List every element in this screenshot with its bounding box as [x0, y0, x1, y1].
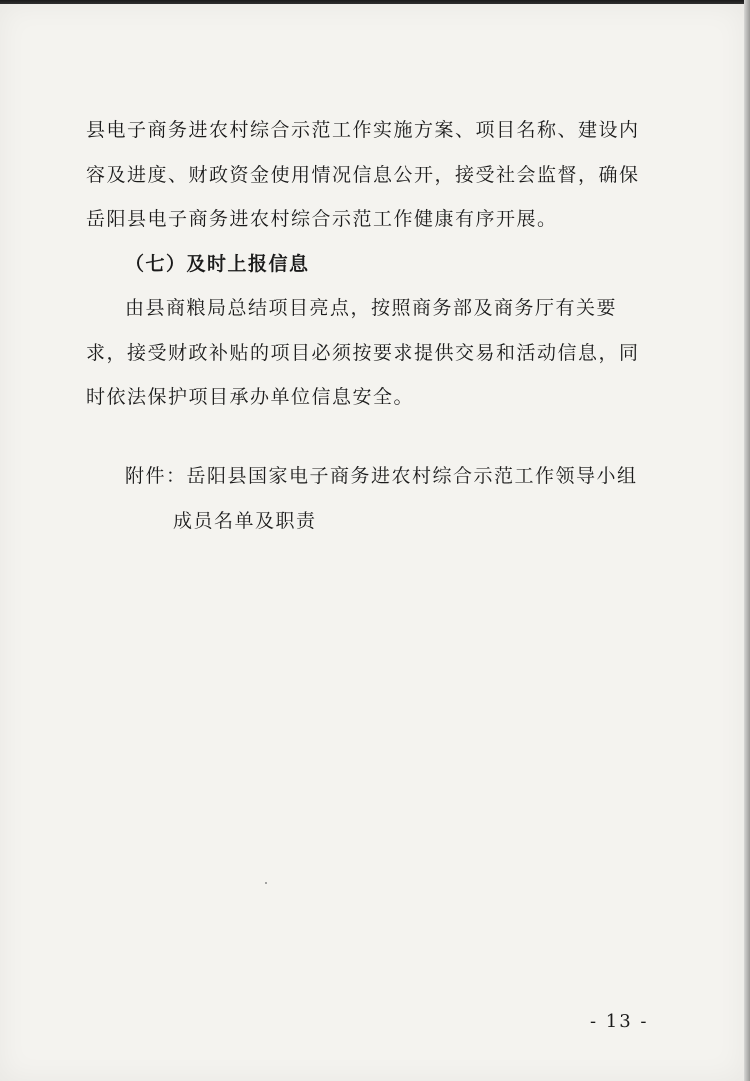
- paragraph1-line2: 容及进度、财政资金使用情况信息公开，接受社会监督，确保: [86, 164, 640, 186]
- paragraph1-line1: 县电子商务进农村综合示范工作实施方案、项目名称、建设内: [86, 119, 640, 141]
- paragraph2-line2: 求，接受财政补贴的项目必须按要求提供交易和活动信息，同: [86, 342, 640, 364]
- scan-right-edge: [744, 0, 750, 1081]
- attachment-line2: 成员名单及职责: [173, 510, 317, 532]
- paragraph1-line3: 岳阳县电子商务进农村综合示范工作健康有序开展。: [86, 208, 558, 230]
- attachment-line1: 附件：岳阳县国家电子商务进农村综合示范工作领导小组: [125, 465, 638, 487]
- page-number: - 13 -: [590, 1011, 649, 1032]
- paragraph2-line3: 时依法保护项目承办单位信息安全。: [86, 386, 415, 408]
- paragraph2-line1: 由县商粮局总结项目亮点，按照商务部及商务厅有关要: [125, 297, 618, 319]
- scan-speck: [265, 882, 267, 884]
- section-heading: （七）及时上报信息: [125, 253, 310, 275]
